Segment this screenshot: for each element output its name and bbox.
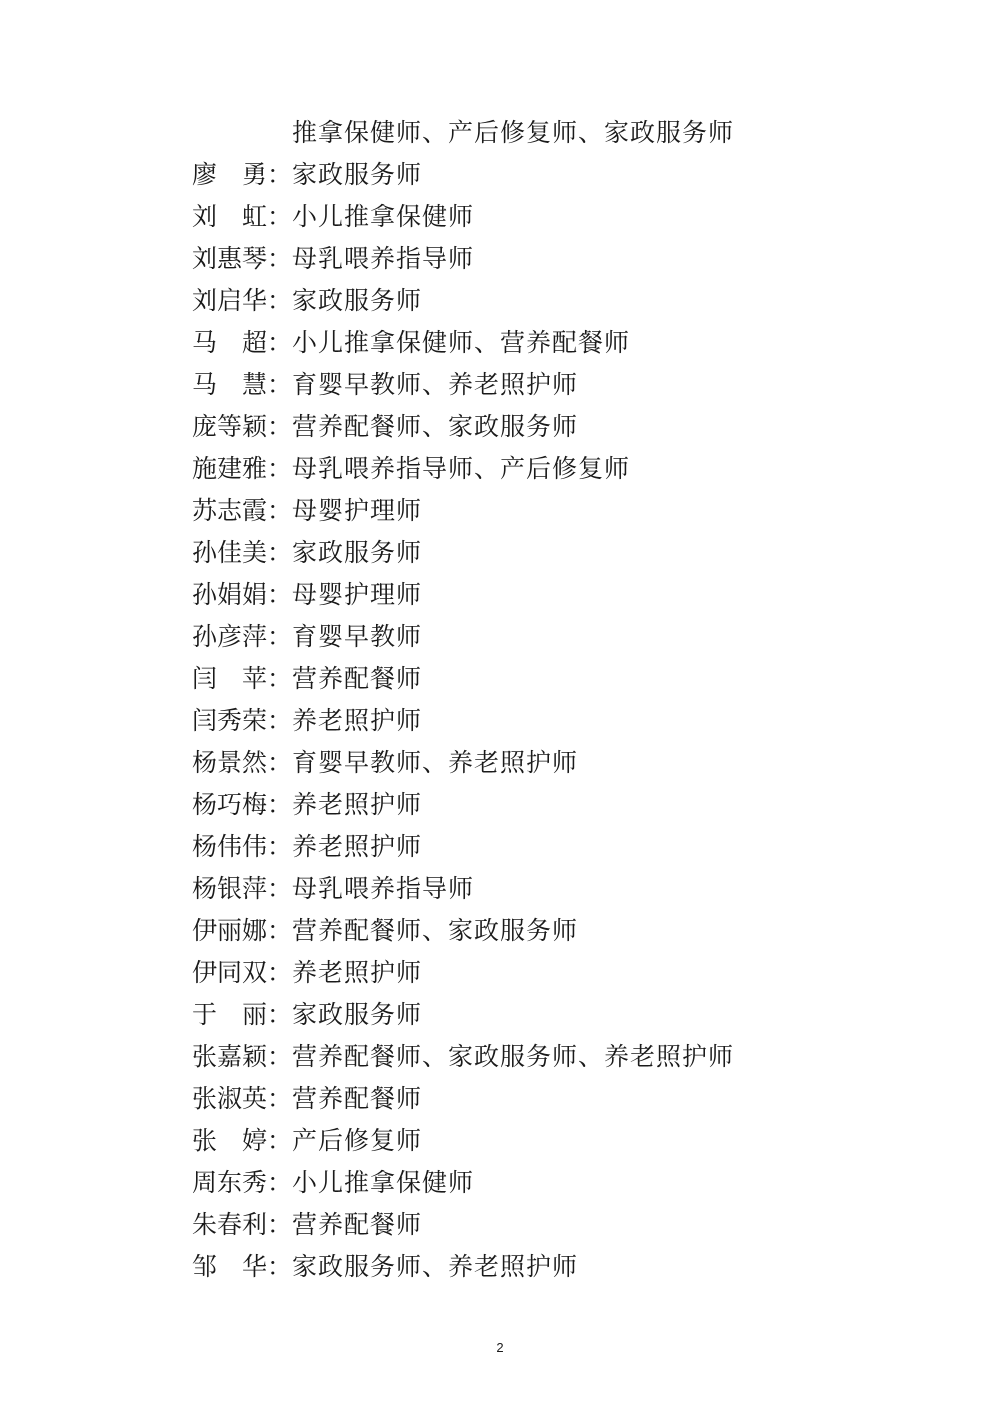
list-item [192,742,734,784]
list-item [192,1204,734,1246]
certification-roles: 营养配餐师、家政服务师、养老照护师 [292,1042,735,1071]
list-item [192,1120,734,1162]
person-name: 刘 虹： [192,202,293,231]
certification-roles: 母婴护理师 [292,580,423,609]
certification-roles: 母乳喂养指导师、产后修复师 [292,454,631,483]
person-name: 施建雅： [192,454,293,483]
person-name: 刘启华： [192,286,293,315]
list-item [192,196,734,238]
certification-roles: 营养配餐师 [292,664,423,693]
certification-roles: 育婴早教师、养老照护师 [292,748,579,777]
list-item [192,994,734,1036]
certification-roles: 母乳喂养指导师 [292,244,475,273]
list-item [192,826,734,868]
certification-roles: 养老照护师 [292,832,423,861]
certification-roles: 母乳喂养指导师 [292,874,475,903]
person-name: 马 慧： [192,370,293,399]
list-item [192,910,734,952]
person-name: 伊丽娜： [192,916,293,945]
person-name: 张嘉颖： [192,1042,293,1071]
list-item [192,1036,734,1078]
certification-roles: 营养配餐师 [292,1210,423,1239]
list-item [192,952,734,994]
list-item [192,868,734,910]
certification-roles: 家政服务师 [292,538,423,567]
certification-roles: 育婴早教师 [292,622,423,651]
person-name: 杨景然： [192,748,293,777]
list-item [192,1078,734,1120]
person-name: 廖 勇： [192,160,293,189]
person-name: 朱春利： [192,1210,293,1239]
list-item [192,658,734,700]
certification-roles: 家政服务师 [292,1000,423,1029]
list-item [192,448,734,490]
certification-roles: 家政服务师 [292,286,423,315]
person-name: 孙娟娟： [192,580,293,609]
person-name: 杨伟伟： [192,832,293,861]
certification-roles: 家政服务师 [292,160,423,189]
person-name: 张淑英： [192,1084,293,1113]
list-item [192,1246,734,1288]
list-item [192,700,734,742]
person-name: 邹 华： [192,1252,293,1281]
certification-roles: 母婴护理师 [292,496,423,525]
person-name: 闫秀荣： [192,706,293,735]
certification-roles: 小儿推拿保健师 [292,202,475,231]
person-name: 杨银萍： [192,874,293,903]
person-name: 闫 苹： [192,664,293,693]
list-item [192,154,734,196]
person-name: 伊同双： [192,958,293,987]
certification-roles: 营养配餐师、家政服务师 [292,412,579,441]
certification-roles: 小儿推拿保健师、营养配餐师 [292,328,631,357]
person-name: 苏志霞： [192,496,293,525]
certification-roles: 家政服务师、养老照护师 [292,1252,579,1281]
list-item [192,406,734,448]
list-item [192,784,734,826]
list-item [192,574,734,616]
list-item [192,532,734,574]
person-name: 杨巧梅： [192,790,293,819]
continuation-line: 推拿保健师、产后修复师、家政服务师 [292,118,735,147]
name-list [192,154,734,1288]
person-name: 张 婷： [192,1126,293,1155]
list-item [192,1162,734,1204]
certification-roles: 小儿推拿保健师 [292,1168,475,1197]
list-item [192,364,734,406]
certification-roles: 养老照护师 [292,706,423,735]
list-item [192,616,734,658]
certification-roles: 养老照护师 [292,790,423,819]
person-name: 孙彦萍： [192,622,293,651]
person-name: 马 超： [192,328,293,357]
list-item [192,238,734,280]
person-name: 刘惠琴： [192,244,293,273]
certification-roles: 营养配餐师 [292,1084,423,1113]
certification-roles: 营养配餐师、家政服务师 [292,916,579,945]
list-item [192,490,734,532]
certification-roles: 产后修复师 [292,1126,423,1155]
person-name: 于 丽： [192,1000,293,1029]
person-name: 庞等颖： [192,412,293,441]
list-item [192,280,734,322]
page-number: 2 [496,1340,504,1355]
list-item [192,322,734,364]
person-name: 孙佳美： [192,538,293,567]
certification-roles: 育婴早教师、养老照护师 [292,370,579,399]
person-name: 周东秀： [192,1168,293,1197]
certification-roles: 养老照护师 [292,958,423,987]
